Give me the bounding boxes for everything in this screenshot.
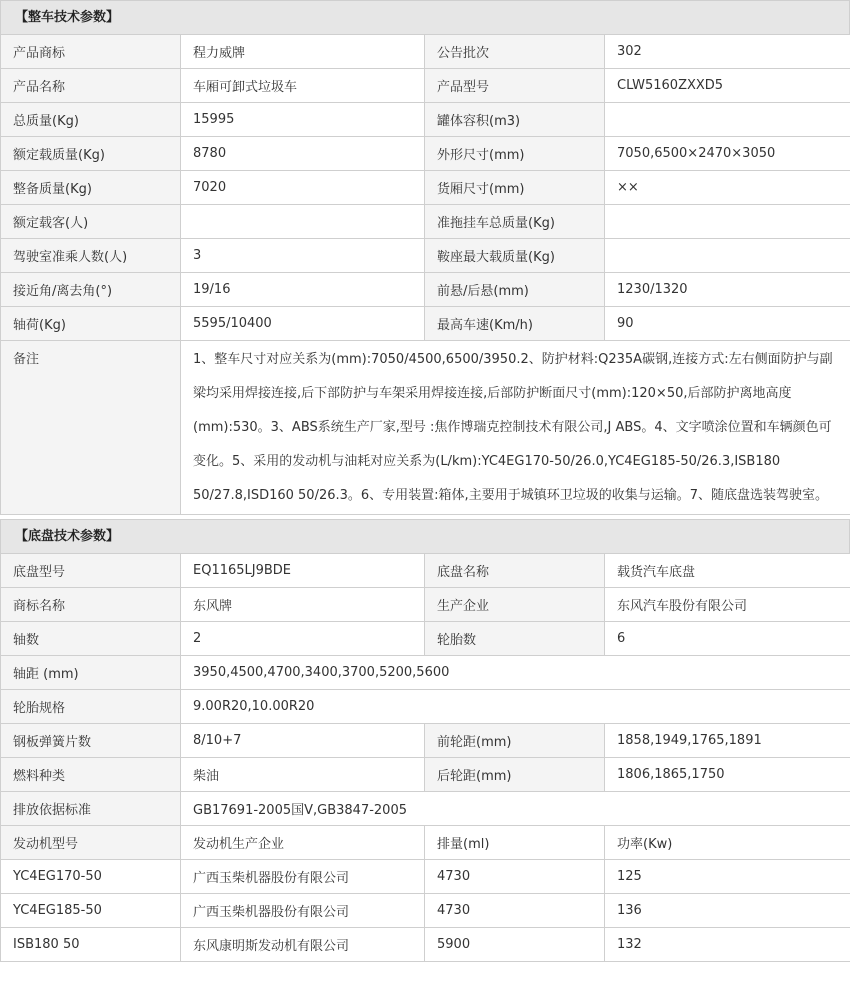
engine-cell: 东风康明斯发动机有限公司 xyxy=(181,928,425,962)
field-value: 1806,1865,1750 xyxy=(605,758,850,792)
engine-row xyxy=(1,894,850,928)
field-value: 2 xyxy=(181,622,425,656)
field-label: 生产企业 xyxy=(425,588,605,622)
engine-cell: 132 xyxy=(605,928,850,962)
engine-row xyxy=(1,928,850,962)
field-label: 总质量(Kg) xyxy=(1,103,181,137)
field-label: 底盘型号 xyxy=(1,554,181,588)
field-label: 轴荷(Kg) xyxy=(1,307,181,341)
field-label: 轴数 xyxy=(1,622,181,656)
engine-column-header: 功率(Kw) xyxy=(605,826,850,860)
field-value xyxy=(605,205,850,239)
engine-cell: 125 xyxy=(605,860,850,894)
field-value: 7020 xyxy=(181,171,425,205)
engine-column-header: 发动机型号 xyxy=(1,826,181,860)
chassis-spec-row xyxy=(1,758,850,792)
engine-header-row xyxy=(1,826,850,860)
field-value: 90 xyxy=(605,307,850,341)
field-value: 东风牌 xyxy=(181,588,425,622)
chassis-spec-row xyxy=(1,622,850,656)
engine-cell: 4730 xyxy=(425,894,605,928)
field-label: 外形尺寸(mm) xyxy=(425,137,605,171)
field-label: 产品型号 xyxy=(425,69,605,103)
field-label: 轴距 (mm) xyxy=(1,656,181,690)
field-value: 3 xyxy=(181,239,425,273)
vehicle-spec-row xyxy=(1,137,850,171)
emission-row xyxy=(1,792,850,826)
notes-label: 备注 xyxy=(1,341,181,515)
chassis-spec-row xyxy=(1,554,850,588)
chassis-spec-row xyxy=(1,588,850,622)
vehicle-spec-row xyxy=(1,171,850,205)
engine-cell: 136 xyxy=(605,894,850,928)
field-label: 产品商标 xyxy=(1,35,181,69)
engine-column-header: 发动机生产企业 xyxy=(181,826,425,860)
field-label: 驾驶室准乘人数(人) xyxy=(1,239,181,273)
field-value: CLW5160ZXXD5 xyxy=(605,69,850,103)
field-value xyxy=(605,239,850,273)
vehicle-spec-row xyxy=(1,307,850,341)
field-value: 载货汽车底盘 xyxy=(605,554,850,588)
field-label: 整备质量(Kg) xyxy=(1,171,181,205)
engine-cell: YC4EG185-50 xyxy=(1,894,181,928)
chassis-spec-row xyxy=(1,724,850,758)
engine-cell: YC4EG170-50 xyxy=(1,860,181,894)
notes-text: 1、整车尺寸对应关系为(mm):7050/4500,6500/3950.2、防护材料:Q235A碳钢,连接方式:左右侧面防护与副梁均采用焊接连接,后下部防护与车架采用焊接连接,后部防护断面尺寸(mm):120×50,后部防护离地高度(mm):530。3、ABS系统生产厂家,型号 :焦作博瑞克控制技术有限公司,J ABS。4、文字喷涂位置和车辆颜色可变化。5、采用的发动机与油耗对应关系为(L/km):YC4EG170-50/26.0,YC4EG185-50/26.3,ISB180 50/27.8,ISD160 50/26.3。6、专用装置:箱体,主要用于城镇环卫垃圾的收集与运输。7、随底盘选装驾驶室。 xyxy=(181,341,850,515)
notes-row xyxy=(1,341,850,515)
tire-spec-row xyxy=(1,690,850,724)
field-value: 19/16 xyxy=(181,273,425,307)
field-label: 罐体容积(m3) xyxy=(425,103,605,137)
field-label: 轮胎数 xyxy=(425,622,605,656)
field-label: 底盘名称 xyxy=(425,554,605,588)
field-value xyxy=(181,205,425,239)
field-label: 排放依据标准 xyxy=(1,792,181,826)
field-value: ×× xyxy=(605,171,850,205)
field-value: 302 xyxy=(605,35,850,69)
field-value: GB17691-2005国Ⅴ,GB3847-2005 xyxy=(181,792,850,826)
engine-cell: ISB180 50 xyxy=(1,928,181,962)
field-label: 前轮距(mm) xyxy=(425,724,605,758)
engine-cell: 4730 xyxy=(425,860,605,894)
chassis-section-header: 【底盘技术参数】 xyxy=(0,519,850,553)
field-value: 程力威牌 xyxy=(181,35,425,69)
field-value: 3950,4500,4700,3400,3700,5200,5600 xyxy=(181,656,850,690)
engine-cell: 5900 xyxy=(425,928,605,962)
field-label: 准拖挂车总质量(Kg) xyxy=(425,205,605,239)
field-value: 8780 xyxy=(181,137,425,171)
vehicle-spec-row xyxy=(1,69,850,103)
field-value xyxy=(605,103,850,137)
wheelbase-row xyxy=(1,656,850,690)
field-label: 最高车速(Km/h) xyxy=(425,307,605,341)
field-value: 5595/10400 xyxy=(181,307,425,341)
field-label: 公告批次 xyxy=(425,35,605,69)
field-label: 接近角/离去角(°) xyxy=(1,273,181,307)
field-value: 8/10+7 xyxy=(181,724,425,758)
field-label: 燃料种类 xyxy=(1,758,181,792)
field-label: 前悬/后悬(mm) xyxy=(425,273,605,307)
field-value: EQ1165LJ9BDE xyxy=(181,554,425,588)
vehicle-spec-row xyxy=(1,103,850,137)
field-value: 7050,6500×2470×3050 xyxy=(605,137,850,171)
vehicle-spec-table xyxy=(0,34,850,515)
field-label: 产品名称 xyxy=(1,69,181,103)
field-value: 9.00R20,10.00R20 xyxy=(181,690,850,724)
vehicle-spec-row xyxy=(1,273,850,307)
field-value: 6 xyxy=(605,622,850,656)
vehicle-section-header: 【整车技术参数】 xyxy=(0,0,850,34)
field-value: 车厢可卸式垃圾车 xyxy=(181,69,425,103)
field-label: 鞍座最大载质量(Kg) xyxy=(425,239,605,273)
vehicle-spec-row xyxy=(1,239,850,273)
field-label: 额定载质量(Kg) xyxy=(1,137,181,171)
field-value: 1230/1320 xyxy=(605,273,850,307)
field-label: 货厢尺寸(mm) xyxy=(425,171,605,205)
engine-column-header: 排量(ml) xyxy=(425,826,605,860)
field-label: 后轮距(mm) xyxy=(425,758,605,792)
engine-cell: 广西玉柴机器股份有限公司 xyxy=(181,894,425,928)
field-value: 柴油 xyxy=(181,758,425,792)
field-value: 1858,1949,1765,1891 xyxy=(605,724,850,758)
field-value: 东风汽车股份有限公司 xyxy=(605,588,850,622)
field-label: 额定载客(人) xyxy=(1,205,181,239)
engine-cell: 广西玉柴机器股份有限公司 xyxy=(181,860,425,894)
field-label: 轮胎规格 xyxy=(1,690,181,724)
chassis-spec-table xyxy=(0,553,850,962)
vehicle-spec-row xyxy=(1,205,850,239)
vehicle-spec-row xyxy=(1,35,850,69)
field-value: 15995 xyxy=(181,103,425,137)
engine-row xyxy=(1,860,850,894)
field-label: 商标名称 xyxy=(1,588,181,622)
field-label: 钢板弹簧片数 xyxy=(1,724,181,758)
